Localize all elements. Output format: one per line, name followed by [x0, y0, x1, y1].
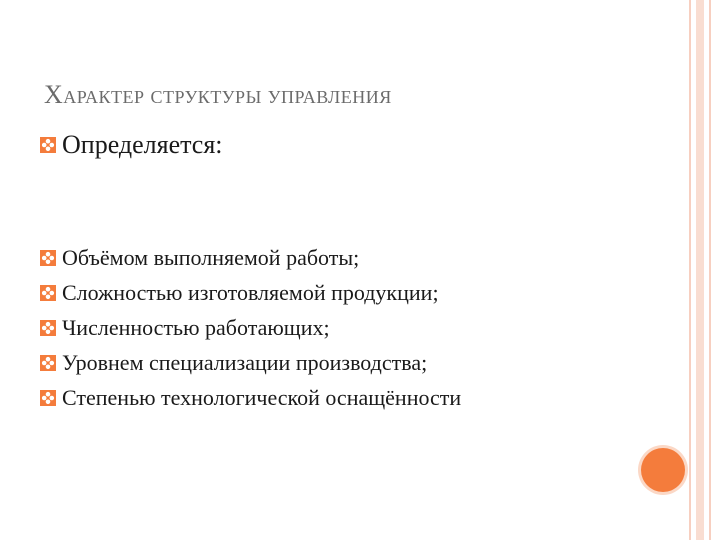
- list-item-text: Объёмом выполняемой работы;: [62, 244, 360, 270]
- title-first-letter: Х: [44, 80, 64, 109]
- list-item: [40, 345, 461, 380]
- lead-text: Определяется:: [62, 130, 223, 159]
- list-item: [40, 310, 461, 345]
- lead-line: [40, 130, 223, 160]
- list-item-text: Уровнем специализации производства;: [62, 349, 428, 375]
- decorative-stripe: [709, 0, 711, 540]
- orange-circle-decoration: [641, 448, 685, 492]
- list-item-text: Численностью работающих;: [62, 314, 330, 340]
- list-item: [40, 240, 461, 275]
- title-word-2: СТРУКТУРЫ: [150, 87, 262, 107]
- decorative-stripe: [696, 0, 704, 540]
- slide-title: [44, 80, 392, 110]
- list-item: [40, 275, 461, 310]
- decorative-stripe: [689, 0, 691, 540]
- flower-bullet-icon: [40, 137, 56, 153]
- flower-bullet-icon: [40, 250, 56, 266]
- flower-bullet-icon: [40, 355, 56, 371]
- bullet-list: [40, 240, 461, 415]
- flower-bullet-icon: [40, 285, 56, 301]
- list-item: [40, 380, 461, 415]
- flower-bullet-icon: [40, 320, 56, 336]
- list-item-text: Сложностью изготовляемой продукции;: [62, 279, 439, 305]
- flower-bullet-icon: [40, 390, 56, 406]
- list-item-text: Степенью технологической оснащённости: [62, 384, 462, 410]
- title-word-1: АРАКТЕР: [63, 87, 145, 107]
- title-word-3: УПРАВЛЕНИЯ: [267, 87, 392, 107]
